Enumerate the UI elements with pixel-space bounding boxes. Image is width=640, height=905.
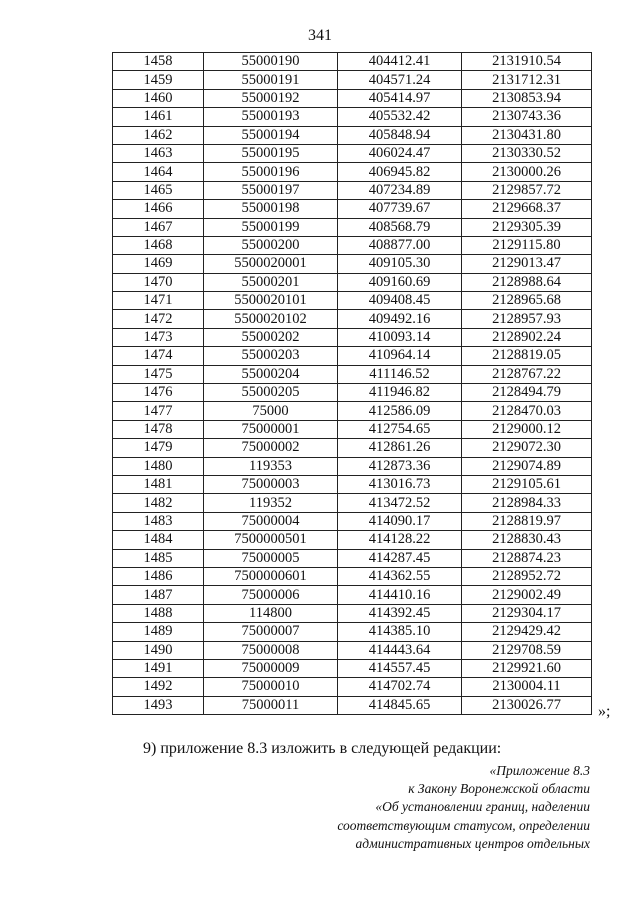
appendix-heading-line: к Закону Воронежской области	[408, 781, 590, 797]
y-coordinate-cell: 2128965.68	[462, 292, 592, 310]
point-number-cell: 1473	[113, 328, 204, 346]
point-number-cell: 1477	[113, 402, 204, 420]
x-coordinate-cell: 413016.73	[338, 475, 462, 493]
point-id-cell: 55000201	[204, 273, 338, 291]
x-coordinate-cell: 404412.41	[338, 53, 462, 71]
x-coordinate-cell: 408877.00	[338, 236, 462, 254]
appendix-heading-line: административных центров отдельных	[355, 835, 590, 851]
point-number-cell: 1493	[113, 696, 204, 714]
point-number-cell: 1479	[113, 439, 204, 457]
x-coordinate-cell: 414845.65	[338, 696, 462, 714]
y-coordinate-cell: 2130743.36	[462, 108, 592, 126]
table-row	[113, 200, 592, 218]
y-coordinate-cell: 2129304.17	[462, 604, 592, 622]
y-coordinate-cell: 2129429.42	[462, 623, 592, 641]
y-coordinate-cell: 2128984.33	[462, 494, 592, 512]
point-id-cell: 55000197	[204, 181, 338, 199]
point-number-cell: 1465	[113, 181, 204, 199]
y-coordinate-cell: 2129115.80	[462, 236, 592, 254]
table-row	[113, 126, 592, 144]
table-row	[113, 89, 592, 107]
point-number-cell: 1485	[113, 549, 204, 567]
table-row	[113, 236, 592, 254]
y-coordinate-cell: 2129000.12	[462, 420, 592, 438]
point-id-cell: 75000010	[204, 678, 338, 696]
point-id-cell: 114800	[204, 604, 338, 622]
table-row	[113, 604, 592, 622]
y-coordinate-cell: 2129921.60	[462, 659, 592, 677]
x-coordinate-cell: 404571.24	[338, 71, 462, 89]
x-coordinate-cell: 414702.74	[338, 678, 462, 696]
x-coordinate-cell: 412586.09	[338, 402, 462, 420]
y-coordinate-cell: 2130330.52	[462, 144, 592, 162]
table-row	[113, 384, 592, 402]
point-id-cell: 55000194	[204, 126, 338, 144]
y-coordinate-cell: 2128988.64	[462, 273, 592, 291]
x-coordinate-cell: 409105.30	[338, 255, 462, 273]
point-id-cell: 75000007	[204, 623, 338, 641]
x-coordinate-cell: 405848.94	[338, 126, 462, 144]
y-coordinate-cell: 2129072.30	[462, 439, 592, 457]
point-number-cell: 1480	[113, 457, 204, 475]
table-row	[113, 108, 592, 126]
point-number-cell: 1488	[113, 604, 204, 622]
x-coordinate-cell: 414090.17	[338, 512, 462, 530]
table-row	[113, 53, 592, 71]
closing-quote: »;	[598, 703, 611, 720]
x-coordinate-cell: 406945.82	[338, 163, 462, 181]
point-number-cell: 1466	[113, 200, 204, 218]
point-number-cell: 1487	[113, 586, 204, 604]
point-id-cell: 75000009	[204, 659, 338, 677]
point-number-cell: 1464	[113, 163, 204, 181]
point-id-cell: 55000200	[204, 236, 338, 254]
table-row	[113, 365, 592, 383]
y-coordinate-cell: 2129013.47	[462, 255, 592, 273]
point-id-cell: 75000003	[204, 475, 338, 493]
point-id-cell: 75000002	[204, 439, 338, 457]
y-coordinate-cell: 2129668.37	[462, 200, 592, 218]
table-row	[113, 218, 592, 236]
y-coordinate-cell: 2128902.24	[462, 328, 592, 346]
x-coordinate-cell: 410093.14	[338, 328, 462, 346]
y-coordinate-cell: 2130431.80	[462, 126, 592, 144]
table-row	[113, 402, 592, 420]
point-id-cell: 75000011	[204, 696, 338, 714]
x-coordinate-cell: 412754.65	[338, 420, 462, 438]
table-row	[113, 310, 592, 328]
point-id-cell: 55000202	[204, 328, 338, 346]
table-row	[113, 292, 592, 310]
point-number-cell: 1471	[113, 292, 204, 310]
table-row	[113, 641, 592, 659]
appendix-heading-line: соответствующим статусом, определении	[337, 817, 590, 833]
point-id-cell: 7500000601	[204, 567, 338, 585]
point-number-cell: 1460	[113, 89, 204, 107]
x-coordinate-cell: 414557.45	[338, 659, 462, 677]
point-number-cell: 1481	[113, 475, 204, 493]
point-number-cell: 1486	[113, 567, 204, 585]
point-id-cell: 55000196	[204, 163, 338, 181]
point-id-cell: 119352	[204, 494, 338, 512]
point-number-cell: 1458	[113, 53, 204, 71]
table-row	[113, 549, 592, 567]
table-row	[113, 347, 592, 365]
table-row	[113, 567, 592, 585]
y-coordinate-cell: 2130000.26	[462, 163, 592, 181]
x-coordinate-cell: 412873.36	[338, 457, 462, 475]
table-row	[113, 439, 592, 457]
point-id-cell: 55000193	[204, 108, 338, 126]
y-coordinate-cell: 2128819.97	[462, 512, 592, 530]
point-id-cell: 55000199	[204, 218, 338, 236]
x-coordinate-cell: 407739.67	[338, 200, 462, 218]
y-coordinate-cell: 2128767.22	[462, 365, 592, 383]
point-number-cell: 1476	[113, 384, 204, 402]
point-number-cell: 1470	[113, 273, 204, 291]
x-coordinate-cell: 406024.47	[338, 144, 462, 162]
point-id-cell: 5500020001	[204, 255, 338, 273]
y-coordinate-cell: 2128874.23	[462, 549, 592, 567]
appendix-heading-line: «Об установлении границ, наделении	[375, 799, 590, 815]
y-coordinate-cell: 2129305.39	[462, 218, 592, 236]
table-row	[113, 255, 592, 273]
point-number-cell: 1482	[113, 494, 204, 512]
point-number-cell: 1483	[113, 512, 204, 530]
y-coordinate-cell: 2128470.03	[462, 402, 592, 420]
point-id-cell: 55000203	[204, 347, 338, 365]
page-number: 341	[308, 27, 332, 44]
point-id-cell: 7500000501	[204, 531, 338, 549]
table-row	[113, 457, 592, 475]
table-row	[113, 678, 592, 696]
point-id-cell: 75000005	[204, 549, 338, 567]
x-coordinate-cell: 413472.52	[338, 494, 462, 512]
x-coordinate-cell: 408568.79	[338, 218, 462, 236]
y-coordinate-cell: 2128494.79	[462, 384, 592, 402]
x-coordinate-cell: 414410.16	[338, 586, 462, 604]
amendment-instruction: 9) приложение 8.3 изложить в следующей редакции:	[143, 740, 502, 757]
x-coordinate-cell: 409408.45	[338, 292, 462, 310]
point-number-cell: 1490	[113, 641, 204, 659]
point-id-cell: 55000190	[204, 53, 338, 71]
appendix-heading	[337, 762, 590, 853]
x-coordinate-cell: 414287.45	[338, 549, 462, 567]
y-coordinate-cell: 2129857.72	[462, 181, 592, 199]
y-coordinate-cell: 2128957.93	[462, 310, 592, 328]
x-coordinate-cell: 409160.69	[338, 273, 462, 291]
y-coordinate-cell: 2130853.94	[462, 89, 592, 107]
x-coordinate-cell: 407234.89	[338, 181, 462, 199]
point-id-cell: 5500020101	[204, 292, 338, 310]
table-row	[113, 659, 592, 677]
x-coordinate-cell: 409492.16	[338, 310, 462, 328]
table-row	[113, 420, 592, 438]
point-id-cell: 55000204	[204, 365, 338, 383]
table-row	[113, 623, 592, 641]
y-coordinate-cell: 2131712.31	[462, 71, 592, 89]
table-row	[113, 328, 592, 346]
point-id-cell: 75000008	[204, 641, 338, 659]
y-coordinate-cell: 2128819.05	[462, 347, 592, 365]
coordinates-table-body	[113, 53, 592, 715]
point-id-cell: 55000195	[204, 144, 338, 162]
table-row	[113, 71, 592, 89]
table-row	[113, 181, 592, 199]
x-coordinate-cell: 414443.64	[338, 641, 462, 659]
point-number-cell: 1475	[113, 365, 204, 383]
point-id-cell: 55000192	[204, 89, 338, 107]
point-number-cell: 1492	[113, 678, 204, 696]
point-number-cell: 1469	[113, 255, 204, 273]
point-number-cell: 1489	[113, 623, 204, 641]
table-row	[113, 531, 592, 549]
point-number-cell: 1472	[113, 310, 204, 328]
appendix-heading-line: «Приложение 8.3	[489, 763, 590, 778]
point-number-cell: 1474	[113, 347, 204, 365]
point-number-cell: 1467	[113, 218, 204, 236]
x-coordinate-cell: 414362.55	[338, 567, 462, 585]
point-number-cell: 1463	[113, 144, 204, 162]
y-coordinate-cell: 2130004.11	[462, 678, 592, 696]
x-coordinate-cell: 411146.52	[338, 365, 462, 383]
point-number-cell: 1484	[113, 531, 204, 549]
table-row	[113, 586, 592, 604]
coordinates-table	[112, 52, 592, 715]
point-id-cell: 119353	[204, 457, 338, 475]
table-row	[113, 163, 592, 181]
point-id-cell: 55000198	[204, 200, 338, 218]
y-coordinate-cell: 2128952.72	[462, 567, 592, 585]
x-coordinate-cell: 411946.82	[338, 384, 462, 402]
table-row	[113, 696, 592, 714]
point-number-cell: 1461	[113, 108, 204, 126]
point-number-cell: 1459	[113, 71, 204, 89]
y-coordinate-cell: 2128830.43	[462, 531, 592, 549]
y-coordinate-cell: 2129105.61	[462, 475, 592, 493]
x-coordinate-cell: 405532.42	[338, 108, 462, 126]
x-coordinate-cell: 410964.14	[338, 347, 462, 365]
point-id-cell: 75000004	[204, 512, 338, 530]
x-coordinate-cell: 405414.97	[338, 89, 462, 107]
point-id-cell: 75000006	[204, 586, 338, 604]
point-id-cell: 55000191	[204, 71, 338, 89]
point-number-cell: 1462	[113, 126, 204, 144]
y-coordinate-cell: 2131910.54	[462, 53, 592, 71]
y-coordinate-cell: 2129002.49	[462, 586, 592, 604]
point-id-cell: 55000205	[204, 384, 338, 402]
y-coordinate-cell: 2129074.89	[462, 457, 592, 475]
y-coordinate-cell: 2129708.59	[462, 641, 592, 659]
table-row	[113, 512, 592, 530]
point-number-cell: 1491	[113, 659, 204, 677]
point-id-cell: 75000	[204, 402, 338, 420]
table-row	[113, 144, 592, 162]
x-coordinate-cell: 414128.22	[338, 531, 462, 549]
table-row	[113, 273, 592, 291]
point-number-cell: 1478	[113, 420, 204, 438]
x-coordinate-cell: 414385.10	[338, 623, 462, 641]
point-number-cell: 1468	[113, 236, 204, 254]
table-row	[113, 475, 592, 493]
y-coordinate-cell: 2130026.77	[462, 696, 592, 714]
x-coordinate-cell: 412861.26	[338, 439, 462, 457]
table-row	[113, 494, 592, 512]
x-coordinate-cell: 414392.45	[338, 604, 462, 622]
point-id-cell: 75000001	[204, 420, 338, 438]
point-id-cell: 5500020102	[204, 310, 338, 328]
